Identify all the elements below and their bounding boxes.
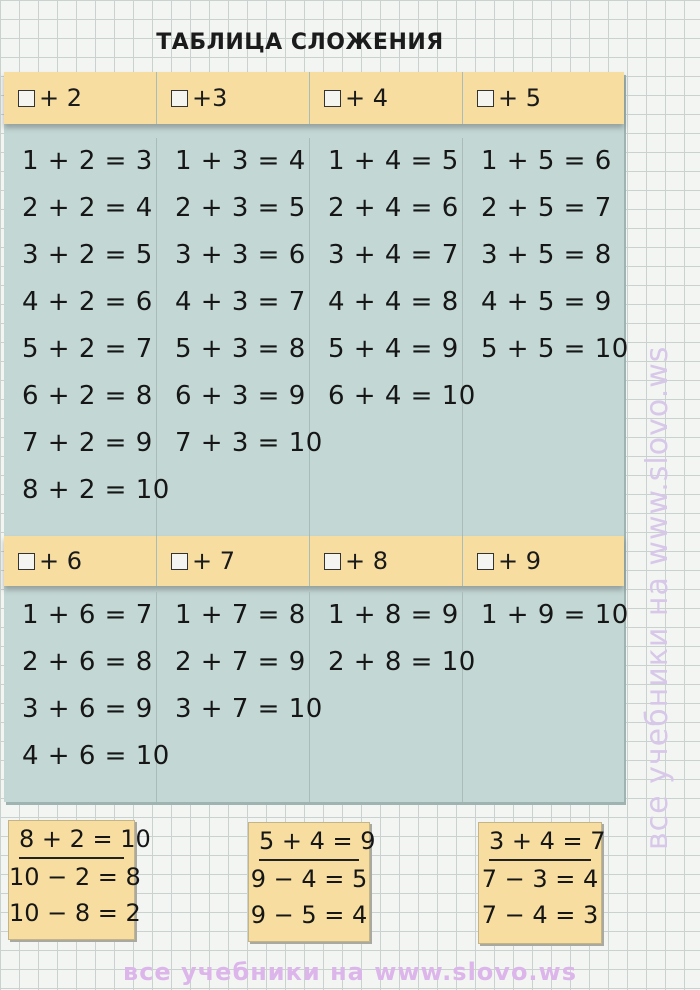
header-plus-3 <box>157 72 310 124</box>
equation: 6 + 4 = 10 <box>328 381 476 411</box>
header-plus-2 <box>4 72 157 124</box>
equation: 3 + 7 = 10 <box>175 694 323 724</box>
columns-bottom <box>4 586 629 802</box>
equation: 5 + 3 = 8 <box>175 334 306 364</box>
card-equation: 7 − 4 = 3 <box>481 901 599 929</box>
header-label: + 6 <box>39 547 83 575</box>
equation-card-1 <box>8 820 151 940</box>
card-equation: 9 − 4 = 5 <box>250 865 368 893</box>
equation: 4 + 3 = 7 <box>175 287 306 317</box>
addition-table-bottom <box>4 536 629 802</box>
column-plus-8 <box>310 592 476 802</box>
equation: 1 + 4 = 5 <box>328 146 459 176</box>
card-equation: 10 − 8 = 2 <box>9 899 141 927</box>
equation: 1 + 7 = 8 <box>175 600 306 630</box>
card-equation: 8 + 2 = 10 <box>19 821 124 859</box>
equation: 3 + 6 = 9 <box>22 694 153 724</box>
column-plus-2 <box>4 138 170 536</box>
equation: 3 + 2 = 5 <box>22 240 153 270</box>
equation: 4 + 5 = 9 <box>481 287 612 317</box>
card-equation: 10 − 2 = 8 <box>9 863 141 891</box>
header-row-bottom <box>4 536 624 586</box>
empty-box-icon <box>477 90 494 107</box>
equation: 7 + 3 = 10 <box>175 428 323 458</box>
equation: 6 + 3 = 9 <box>175 381 306 411</box>
header-label: + 5 <box>498 84 542 112</box>
equation: 3 + 3 = 6 <box>175 240 306 270</box>
header-plus-6 <box>4 536 157 586</box>
header-plus-5 <box>463 72 616 124</box>
equation: 4 + 2 = 6 <box>22 287 153 317</box>
empty-box-icon <box>171 553 188 570</box>
header-label: + 8 <box>345 547 389 575</box>
footer-watermark: все учебники на www.slovo.ws <box>123 958 577 986</box>
card-equation: 7 − 3 = 4 <box>481 865 599 893</box>
column-plus-7 <box>157 592 323 802</box>
equation: 8 + 2 = 10 <box>22 475 170 505</box>
equation: 1 + 6 = 7 <box>22 600 153 630</box>
header-label: + 7 <box>192 547 236 575</box>
column-plus-9 <box>463 592 629 802</box>
header-plus-4 <box>310 72 463 124</box>
header-plus-7 <box>157 536 310 586</box>
header-label: + 4 <box>345 84 389 112</box>
equation: 3 + 5 = 8 <box>481 240 612 270</box>
card-equation: 3 + 4 = 7 <box>489 823 591 861</box>
empty-box-icon <box>18 553 35 570</box>
equation: 1 + 8 = 9 <box>328 600 459 630</box>
equation: 5 + 2 = 7 <box>22 334 153 364</box>
equation: 2 + 4 = 6 <box>328 193 459 223</box>
header-row-top <box>4 72 624 124</box>
column-plus-5 <box>463 138 629 536</box>
equation: 2 + 8 = 10 <box>328 647 476 677</box>
side-watermark: все учебники на www.slovo.ws <box>640 345 675 850</box>
empty-box-icon <box>324 90 341 107</box>
card-equation: 9 − 5 = 4 <box>250 901 368 929</box>
header-plus-8 <box>310 536 463 586</box>
empty-box-icon <box>171 90 188 107</box>
equation: 1 + 2 = 3 <box>22 146 153 176</box>
card-equation: 5 + 4 = 9 <box>259 823 359 861</box>
equation: 7 + 2 = 9 <box>22 428 153 458</box>
column-plus-3 <box>157 138 323 536</box>
equation: 4 + 4 = 8 <box>328 287 459 317</box>
empty-box-icon <box>477 553 494 570</box>
equation-card-2 <box>248 822 376 942</box>
header-label: + 2 <box>39 84 83 112</box>
equation: 5 + 4 = 9 <box>328 334 459 364</box>
empty-box-icon <box>18 90 35 107</box>
addition-table-top <box>4 72 629 536</box>
equation: 2 + 2 = 4 <box>22 193 153 223</box>
equation: 1 + 9 = 10 <box>481 600 629 630</box>
equation: 2 + 5 = 7 <box>481 193 612 223</box>
column-plus-4 <box>310 138 476 536</box>
columns-top <box>4 124 629 536</box>
equation: 5 + 5 = 10 <box>481 334 629 364</box>
header-plus-9 <box>463 536 616 586</box>
column-plus-6 <box>4 592 170 802</box>
equation: 1 + 3 = 4 <box>175 146 306 176</box>
equation-card-3 <box>478 822 606 944</box>
equation: 3 + 4 = 7 <box>328 240 459 270</box>
header-label: +3 <box>192 84 228 112</box>
empty-box-icon <box>324 553 341 570</box>
equation: 6 + 2 = 8 <box>22 381 153 411</box>
page-title: ТАБЛИЦА СЛОЖЕНИЯ <box>156 30 444 55</box>
equation: 2 + 7 = 9 <box>175 647 306 677</box>
equation: 2 + 6 = 8 <box>22 647 153 677</box>
equation: 1 + 5 = 6 <box>481 146 612 176</box>
equation: 4 + 6 = 10 <box>22 741 170 771</box>
header-label: + 9 <box>498 547 542 575</box>
equation: 2 + 3 = 5 <box>175 193 306 223</box>
